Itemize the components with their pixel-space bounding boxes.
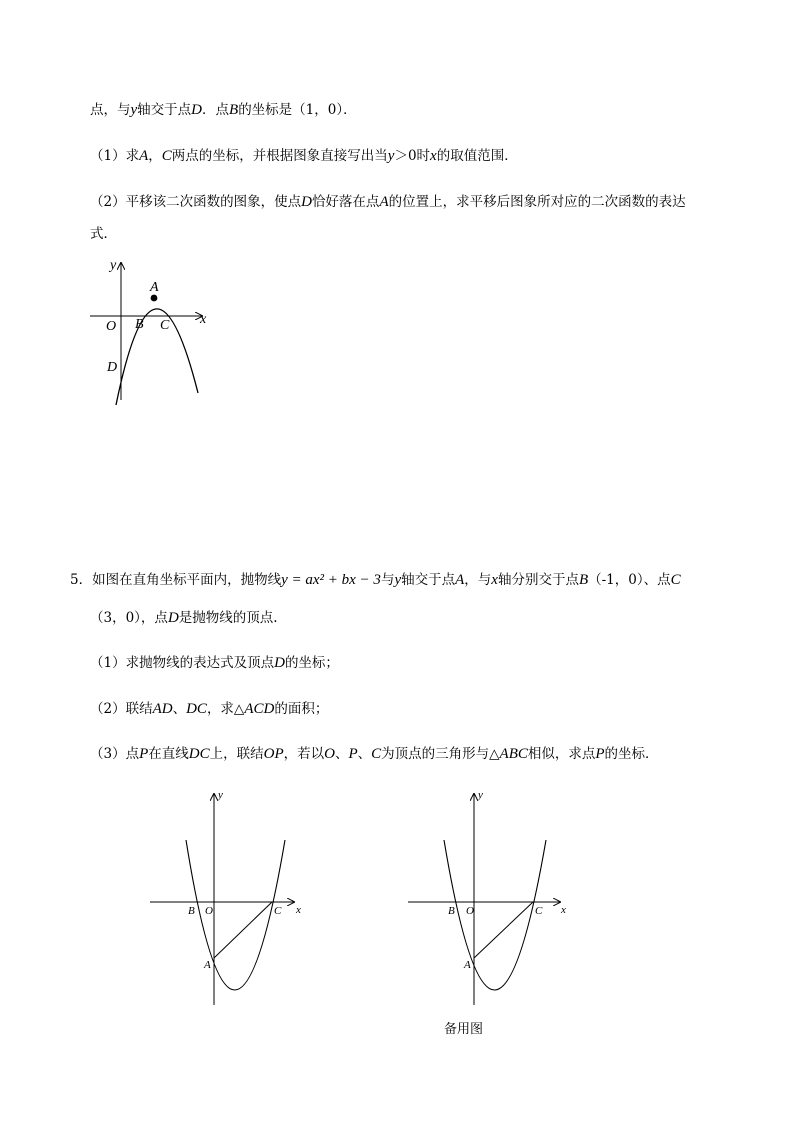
q5-part-1: （1）求抛物线的表达式及顶点D的坐标； xyxy=(90,655,339,671)
label-o: O xyxy=(466,905,474,917)
figure-parabola-2 xyxy=(148,790,308,1010)
q4-part-2-line-1: （2）平移该二次函数的图象，使点D恰好落在点A的位置上，求平移后图象所对应的二次函数的表达 xyxy=(90,194,686,210)
figure-parabola-3 xyxy=(406,790,576,1010)
q5-part-2: （2）联结AD、DC，求△ACD的面积； xyxy=(90,701,329,717)
q4-line-1: 点，与y轴交于点D．点B的坐标是（1，0）． xyxy=(90,102,357,118)
label-c: C xyxy=(535,905,543,917)
q5-line-2: （3，0），点D是抛物线的顶点. xyxy=(90,610,278,626)
label-b: B xyxy=(135,317,144,332)
figure-3-caption: 备用图 xyxy=(444,1022,484,1037)
label-b: B xyxy=(448,905,455,917)
label-o: O xyxy=(205,905,213,917)
label-a: A xyxy=(464,959,471,971)
label-b: B xyxy=(188,905,195,917)
label-a: A xyxy=(150,280,159,295)
figure-parabola-1 xyxy=(88,255,218,405)
q4-part-1: （1）求A，C两点的坐标，并根据图象直接写出当y＞0时x的取值范围． xyxy=(90,148,518,164)
q4-part-2-line-2: 式． xyxy=(90,226,117,242)
label-d: D xyxy=(107,360,118,375)
label-x: x xyxy=(561,904,566,916)
q5-line-1: 5．如图在直角坐标平面内，抛物线y = ax² + bx − 3与y轴交于点A，与x轴分别交于点B（-1，0）、点C xyxy=(70,572,681,588)
label-c: C xyxy=(160,318,170,333)
label-y: y xyxy=(110,258,117,273)
parabola-curve xyxy=(186,840,285,990)
label-y: y xyxy=(478,789,483,801)
label-c: C xyxy=(274,905,282,917)
label-o: O xyxy=(106,319,117,334)
parabola-curve xyxy=(444,840,546,990)
parabola-curve xyxy=(116,309,198,405)
segment-ac xyxy=(474,902,533,958)
segment-ac xyxy=(214,902,272,958)
label-x: x xyxy=(296,904,301,916)
label-x: x xyxy=(200,312,207,327)
label-a: A xyxy=(204,959,211,971)
point-a-dot xyxy=(151,295,158,302)
label-y: y xyxy=(218,789,223,801)
q5-part-3: （3）点P在直线DC上，联结OP，若以O、P、C为顶点的三角形与△ABC相似，求点P的坐标． xyxy=(90,746,659,762)
